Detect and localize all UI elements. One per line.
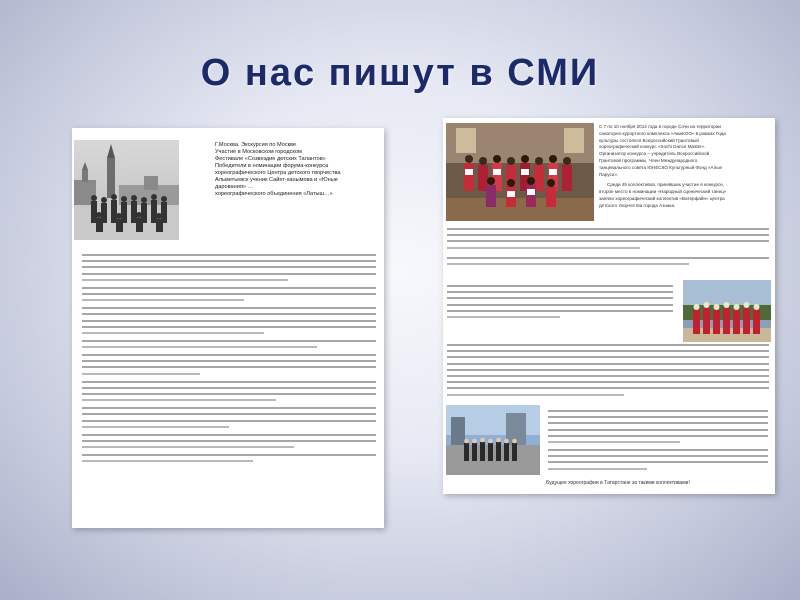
intro-line: детского творчества города Азнака. [599, 202, 676, 208]
group-photo-moscow [74, 140, 179, 240]
right-article-body-text-4 [548, 410, 768, 474]
right-article-body-text-3 [447, 344, 769, 400]
left-photo-caption [215, 142, 380, 198]
caption-line: Альметьевск ученик Сайет-ханымова и «Юные [215, 177, 338, 183]
intro-line: хореографический конкурс «Sochi Dance Master». [599, 144, 706, 150]
dancers-photo [683, 280, 771, 342]
intro-line: Среди 45 коллективов, принявших участие в конкурсе, [607, 182, 725, 188]
right-article-clipping [443, 118, 775, 494]
right-article-body-text-1 [447, 228, 769, 269]
intro-line: Организатор конкурса – учредитель Всероссийской [599, 151, 710, 157]
group-photo-street [446, 405, 540, 475]
intro-line: санаторно-курортного комплекса «АмаКОО» в рамках Года [599, 130, 726, 136]
caption-line: дарования» … [215, 184, 254, 190]
right-article-body-text-2 [447, 285, 673, 322]
intro-line: культуры состоялся Всероссийский Грантовый [599, 137, 699, 143]
intro-line: Грантовой программы, Член Международного [599, 157, 698, 163]
left-article-clipping [72, 128, 384, 528]
intro-line: С 7 по 10 ноября 2014 года в городе Сочи на территории [599, 124, 721, 129]
caption-line: Фестивале «Созвездие детских Талантов» [215, 156, 326, 162]
caption-line: Участие в Московском городском [215, 149, 302, 155]
caption-line: хореографического Центра детского творчества [215, 170, 341, 176]
intro-line: заняли хореографический коллектив «Ватерфайн» центра [599, 195, 725, 201]
caption-line: хореографического объединения «Латыш…» [215, 191, 333, 197]
caption-line: Г.Москва. Экскурсия по Москве [215, 142, 297, 148]
intro-line: танцевального совета ЮНЕСКО Культурный Фонд «Алые [599, 164, 723, 170]
intro-line: Паруса». [599, 171, 619, 177]
slide-title: О нас пишут в СМИ [200, 52, 600, 94]
right-article-closing: Будущее хореографии в Татарстане за такими коллективами! [546, 480, 690, 486]
intro-line: второе место в номинации «Народный сценический танец» [599, 189, 727, 195]
left-article-body-text [82, 254, 376, 467]
right-article-intro [599, 124, 771, 210]
group-photo-awards [446, 123, 594, 221]
caption-line: Победители в номинации форума-конкурса [215, 163, 329, 169]
